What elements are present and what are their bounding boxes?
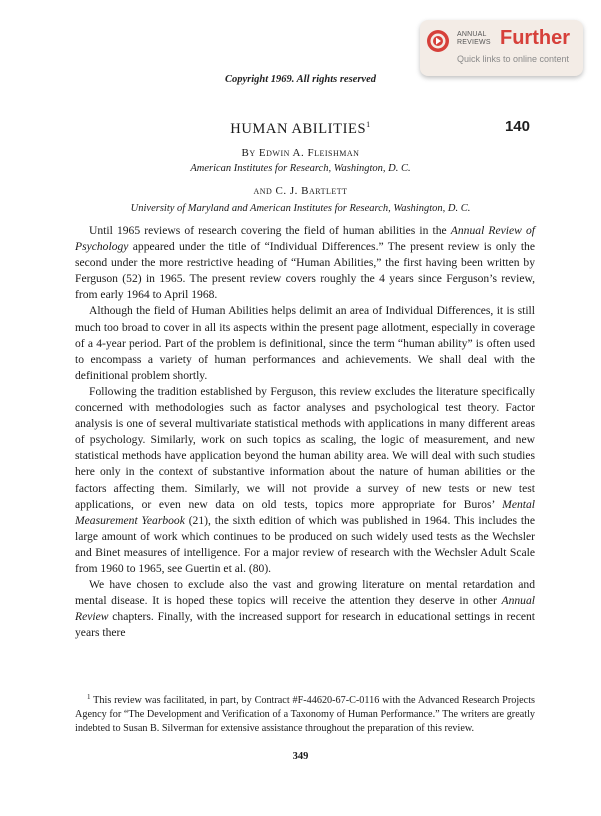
annual-reviews-logo-icon	[426, 29, 450, 53]
annual-reviews-further-banner[interactable]	[420, 20, 583, 76]
article-title	[0, 120, 601, 138]
author2-text: and C. J. Bartlett	[253, 185, 348, 197]
footnote-text: This review was facilitated, in part, by Contract #F-44620-67-C-0116 with the Advanced Research Projects Agency for “The Development and Verification of a Taxonomy of Human Performance.” The writers are greatly indebted to Susan B. Silverman for extensive assistance throughout the preparation of this review.	[75, 695, 535, 734]
affiliation-maryland: University of Maryland and American Institutes for Research, Washington, D. C.	[130, 203, 471, 214]
paragraph-1: Until 1965 reviews of research covering the field of human abilities in the Annual Review of Psychology appeared under the title of “Individual Differences.” The present review is only the second under the more restrictive heading of “Human Abilities,” the first having been written by Ferguson (52) in 1965. The present review covers roughly the 4 years since Ferguson’s review, from early 1964 to April 1968.	[75, 224, 535, 302]
folio-page-number: 349	[292, 751, 309, 762]
paragraph-3: Following the tradition established by Ferguson, this review excludes the literature specifically concerned with methodologies such as factor analyses and psychological test theory. Factor analysis is one of several multivariate statistical methods with applications in many different areas of psychology. Similarly, work on such topics as scaling, the logic of measurement, and new statistical methods have application beyond the human ability area. We will deal with such studies here only in the context of substantive information about the nature of human abilities or the factors affecting them. Similarly, we will not provide a survey of new tests or new test applications, or even new data on old tests, topics more appropriate for Buros’ Mental Measurement Yearbook (21), the sixth edition of which was published in 1964. This includes the large amount of work which continues to be produced on such widely used tests as the Wechsler and Binet measures of intelligence. For a major review of research with the Wechsler Adult Scale from 1960 to 1965, see Guertin et al. (80).	[75, 384, 536, 575]
annual-reviews-wordmark: ANNUAL REVIEWS	[457, 31, 491, 46]
author-fleishman	[0, 147, 601, 159]
article-body	[75, 223, 535, 641]
title-footnote-mark[interactable]: 1	[366, 120, 371, 129]
paragraph-4: We have chosen to exclude also the vast and growing literature on mental retardation and mental disease. It is hoped these topics will receive the attention they deserve in other Annual Review chapters. Finally, with the increased support for research in educational settings in recent years there	[75, 578, 535, 640]
copyright-notice: Copyright 1969. All rights reserved	[225, 74, 376, 85]
page-number: 140	[504, 118, 530, 135]
further-label[interactable]: Further	[500, 27, 570, 49]
title-text: HUMAN ABILITIES	[230, 121, 367, 137]
affiliation-air: American Institutes for Research, Washington, D. C.	[190, 163, 411, 174]
author1-text: By Edwin A. Fleishman	[241, 147, 360, 159]
footnote-mark: 1	[87, 693, 91, 701]
footnote-1	[75, 691, 535, 735]
paragraph-2: Although the field of Human Abilities helps delimit an area of Individual Differences, it is still much too broad to cover in all its aspects within the present page allotment, especially in coverage of a 4-year period. Part of the problem is definitional, since the term “human ability” is often used to encompass a variety of human performances and achievements. We shall deal with the definitional problem shortly.	[75, 304, 535, 382]
quick-links-label[interactable]: Quick links to online content	[457, 54, 570, 64]
author-bartlett	[0, 185, 601, 197]
